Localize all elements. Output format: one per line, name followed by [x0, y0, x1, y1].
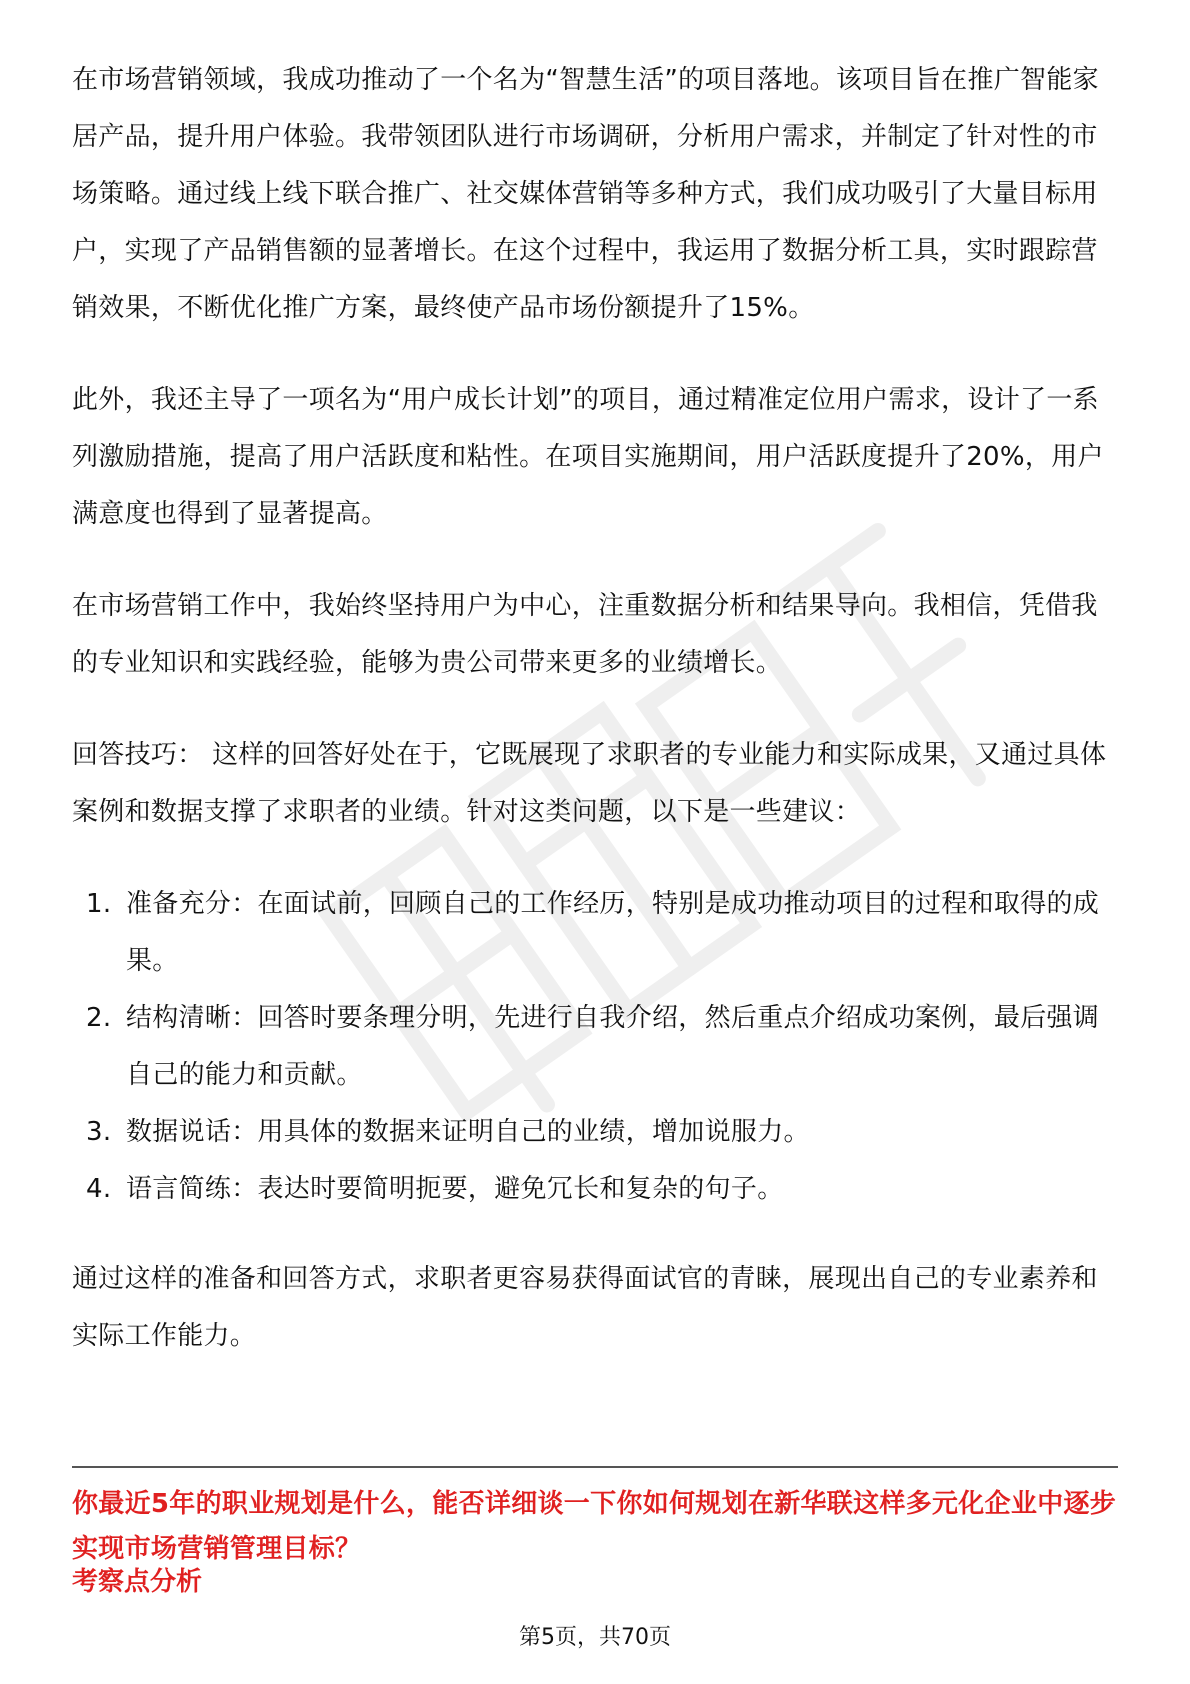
answer-paragraph-3: 在市场营销工作中，我始终坚持用户为中心，注重数据分析和结果导向。我相信，凭借我的专业知识和实践经验，能够为贵公司带来更多的业绩增长。 [72, 591, 1098, 678]
list-item [72, 990, 1118, 1104]
list-item-number: 2. [86, 1003, 112, 1033]
list-item-text: 数据说话：用具体的数据来证明自己的业绩，增加说服力。 [126, 1117, 810, 1147]
list-item-text: 语言简练：表达时要简明扼要，避免冗长和复杂的句子。 [126, 1174, 784, 1204]
page-number-footer: 第5页，共70页 [519, 1625, 671, 1650]
answer-paragraph-2: 此外，我还主导了一项名为“用户成长计划”的项目，通过精准定位用户需求，设计了一系列激励措施，提高了用户活跃度和粘性。在项目实施期间，用户活跃度提升了20%，用户满意度也得到了显著提高。 [72, 385, 1104, 529]
list-item-number: 3. [86, 1117, 112, 1147]
closing-paragraph: 通过这样的准备和回答方式，求职者更容易获得面试官的青睐，展现出自己的专业素养和实际工作能力。 [72, 1264, 1098, 1351]
answer-paragraph-1: 在市场营销领域，我成功推动了一个名为“智慧生活”的项目落地。该项目旨在推广智能家居产品，提升用户体验。我带领团队进行市场调研，分析用户需求，并制定了针对性的市场策略。通过线上线下联合推广、社交媒体营销等多种方式，我们成功吸引了大量目标用户，实现了产品销售额的显著增长。在这个过程中，我运用了数据分析工具，实时跟踪营销效果，不断优化推广方案，最终使产品市场份额提升了15%。 [72, 65, 1099, 323]
list-item-number: 1. [86, 889, 112, 919]
list-item [72, 1161, 1118, 1218]
list-item-text: 结构清晰：回答时要条理分明，先进行自我介绍，然后重点介绍成功案例，最后强调自己的能力和贡献。 [126, 1003, 1100, 1090]
list-item [72, 876, 1118, 990]
list-item-number: 4. [86, 1174, 112, 1204]
section-divider [72, 1466, 1118, 1468]
main-content [72, 52, 1118, 1400]
list-item [72, 1104, 1118, 1161]
tips-list [72, 876, 1118, 1218]
answer-tips-intro: 回答技巧： 这样的回答好处在于，它既展现了求职者的专业能力和实际成果，又通过具体案例和数据支撑了求职者的业绩。针对这类问题，以下是一些建议： [72, 740, 1107, 827]
next-question-heading: 你最近5年的职业规划是什么，能否详细谈一下你如何规划在新华联这样多元化企业中逐步实现市场营销管理目标？ [72, 1489, 1117, 1564]
list-item-text: 准备充分：在面试前，回顾自己的工作经历，特别是成功推动项目的过程和取得的成果。 [126, 889, 1100, 976]
section-heading: 考察点分析 [72, 1567, 203, 1597]
